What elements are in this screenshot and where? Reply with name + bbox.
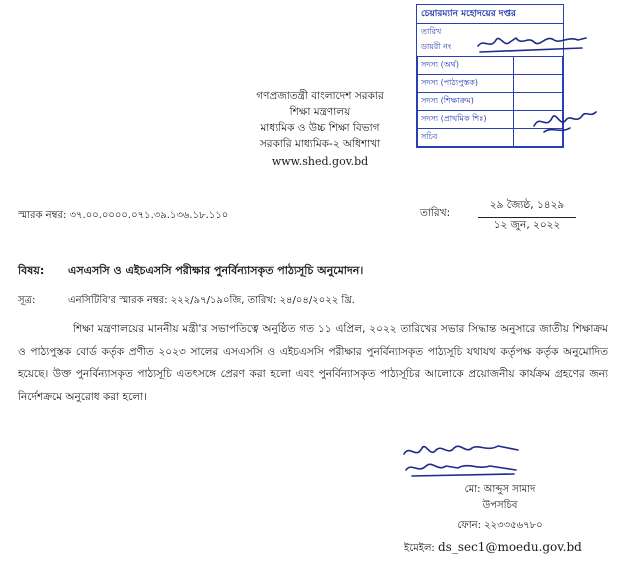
reference-text: এনসিটিবি'র স্মারক নম্বর: ২২২/৯৭/১৯০জি, তারিখ: ২৪/০৪/২০২২ খ্রি. bbox=[68, 295, 355, 306]
header-ministry: শিক্ষা মন্ত্রণালয় bbox=[289, 106, 351, 118]
subject-text: এসএসসি ও এইচএসসি পরীক্ষার পুনর্বিন্যাসকৃত পাঠ্যসূচি অনুমোদন। bbox=[68, 264, 364, 277]
signer-phone: ফোন: ২২৩৩৫৬৭৮০ bbox=[457, 520, 543, 531]
stamp-table-row bbox=[418, 57, 563, 75]
stamp-diary-label: ডায়রী নং bbox=[421, 42, 452, 51]
date-english: ১২ জুন, ২০২২ bbox=[493, 219, 561, 231]
stamp-row-label: সদস্য (পাঠ্যপুস্তক) bbox=[418, 75, 514, 93]
stamp-date-handwriting bbox=[470, 28, 590, 58]
reference-label: সূত্র: bbox=[18, 295, 36, 306]
handwritten-signature bbox=[398, 440, 528, 480]
header-division: মাধ্যমিক ও উচ্চ শিক্ষা বিভাগ bbox=[260, 122, 380, 134]
memo-number: স্মারক নম্বর: ৩৭.০০.০০০০.০৭১.৩৯.১৩৬.১৮.১১০ bbox=[18, 210, 229, 221]
stamp-title: চেয়ারম্যান মহোদয়ের দপ্তর bbox=[417, 5, 563, 24]
stamp-row-sign bbox=[514, 75, 563, 93]
email-address[interactable]: ds_sec1@moedu.gov.bd bbox=[437, 540, 582, 554]
body-paragraph: শিক্ষা মন্ত্রণালয়ের মাননীয় মন্ত্রী'র সভাপতিত্বে অনুষ্ঠিত গত ১১ এপ্রিল, ২০২২ তারিখের সভার সিদ্ধান্ত অনুসারে জাতীয় শিক্ষাক্রম ও পাঠ্যপুস্তক বোর্ড কর্তৃক প্রণীত ২০২৩ সালের এসএসসি ও এইচএসসি পরীক্ষার পুনর্বিন্যাসকৃত পাঠ্যসূচি যথাযথ কর্তৃপক্ষ কর্তৃক অনুমোদিত হয়েছে। উক্ত পুনর্বিন্যাসকৃত পাঠ্যসূচি এতৎসঙ্গে প্রেরণ করা হলো এবং পুনর্বিন্যাসকৃত পাঠ্যসূচির আলোকে প্রয়োজনীয় কার্যক্রম গ্রহণের জন্য নির্দেশক্রমে অনুরোধ করা হলো। bbox=[18, 323, 608, 403]
reference-line bbox=[18, 293, 355, 310]
date-bangla: ২৯ জ্যৈষ্ঠ, ১৪২৯ bbox=[478, 198, 576, 218]
date-label: তারিখ: bbox=[420, 207, 451, 219]
header-branch: সরকারি মাধ্যমিক-২ অধিশাখা bbox=[259, 138, 381, 150]
subject-label: বিষয়: bbox=[18, 264, 45, 277]
header-government: গণপ্রজাতন্ত্রী বাংলাদেশ সরকার bbox=[256, 90, 384, 102]
signer-designation: উপসচিব bbox=[482, 500, 518, 511]
signer-name: মো: আব্দুস সামাদ bbox=[464, 484, 536, 495]
stamp-initial-handwriting bbox=[530, 100, 600, 140]
stamp-row-label: সদস্য (শিক্ষাক্রম) bbox=[418, 93, 514, 111]
stamp-row-label: সচিব bbox=[418, 129, 514, 147]
subject-line bbox=[18, 262, 363, 281]
signer-email-line bbox=[404, 540, 582, 558]
stamp-date-label: তারিখ bbox=[421, 27, 442, 36]
stamp-row-label: সদস্য (অর্থ) bbox=[418, 57, 514, 75]
stamp-row-label: সদস্য (প্রাথমিক শিঃ) bbox=[418, 111, 514, 129]
email-label: ইমেইল: bbox=[404, 543, 435, 554]
stamp-row-sign bbox=[514, 57, 563, 75]
header-website[interactable]: www.shed.gov.bd bbox=[271, 155, 369, 168]
